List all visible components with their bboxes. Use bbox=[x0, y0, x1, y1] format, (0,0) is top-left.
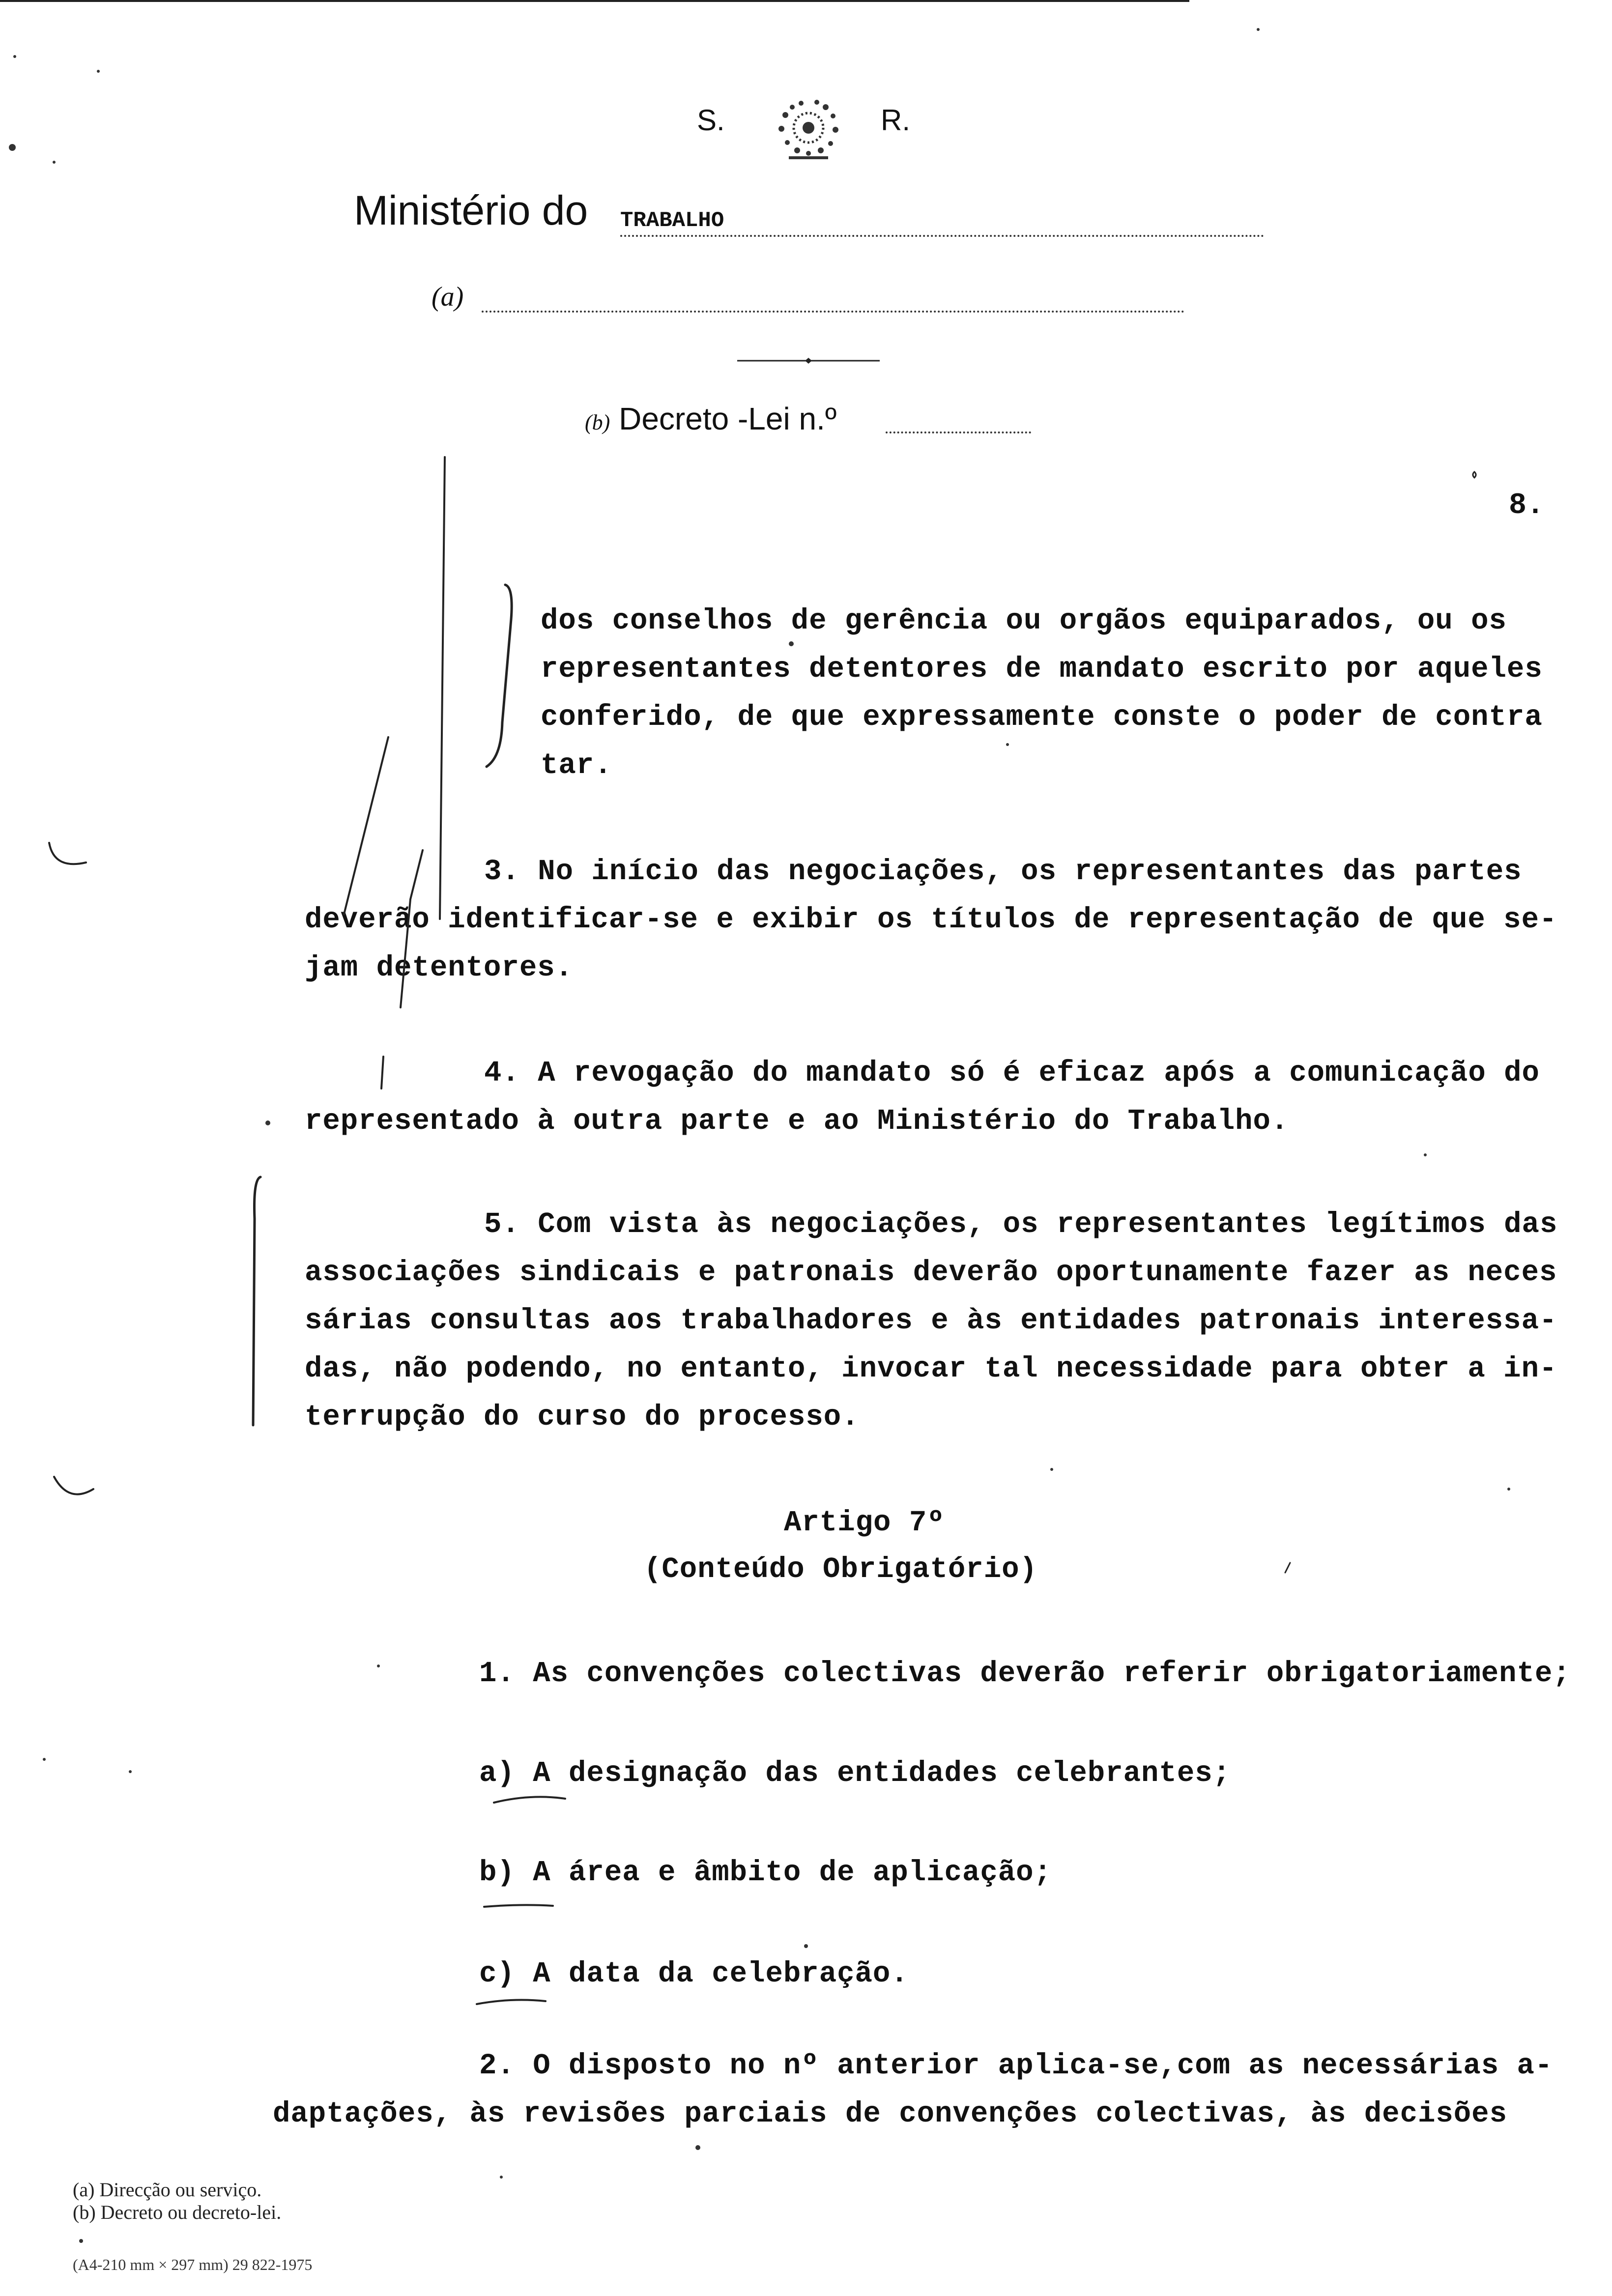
footnote-b: (b) Decreto ou decreto-lei. bbox=[73, 2201, 282, 2223]
para-5-line-1: 5. Com vista às negociações, os representantes legítimos das bbox=[484, 1208, 1558, 1241]
continuation-line-4: tar. bbox=[541, 749, 612, 782]
decree-label: Decreto -Lei n.º bbox=[619, 401, 837, 436]
para-5-line-4: das, não podendo, no entanto, invocar tal necessidade para obter a in- bbox=[305, 1352, 1557, 1385]
ministry-name: TRABALHO bbox=[620, 208, 724, 233]
article-subtitle: (Conteúdo Obrigatório) bbox=[644, 1553, 1037, 1586]
decree-dotted-line bbox=[886, 431, 1031, 433]
page-number: 8. bbox=[1509, 489, 1545, 522]
service-line-marker: (a) bbox=[432, 282, 464, 312]
para-5-line-5: terrupção do curso do processo. bbox=[305, 1401, 860, 1434]
item-1: 1. As convenções colectivas deverão referir obrigatoriamente; bbox=[479, 1657, 1571, 1690]
decree-line bbox=[585, 401, 836, 437]
header-ornament-divider bbox=[737, 358, 880, 364]
ministry-label: Ministério do bbox=[354, 187, 588, 233]
para-5-line-3: sárias consultas aos trabalhadores e às entidades patronais interessa- bbox=[305, 1304, 1557, 1337]
header-s-letter: S. bbox=[697, 104, 725, 137]
item-2-line-1: 2. O disposto no nº anterior aplica-se,com as necessárias a- bbox=[479, 2049, 1553, 2082]
service-dotted-line bbox=[482, 311, 1184, 313]
top-edge-rule bbox=[0, 0, 1189, 2]
footnotes bbox=[73, 2179, 281, 2224]
continuation-line-3: conferido, de que expressamente conste o poder de contra bbox=[541, 701, 1543, 734]
para-3-line-3: jam detentores. bbox=[305, 951, 574, 984]
para-3-line-1: 3. No início das negociações, os representantes das partes bbox=[484, 855, 1522, 888]
para-4-line-2: representado à outra parte e ao Ministério do Trabalho. bbox=[305, 1105, 1289, 1138]
para-5-line-2: associações sindicais e patronais deverão oportunamente fazer as neces bbox=[305, 1256, 1557, 1289]
item-b: b) A área e âmbito de aplicação; bbox=[479, 1856, 1052, 1889]
republic-emblem-icon bbox=[762, 93, 855, 162]
item-a: a) A designação das entidades celebrantes; bbox=[479, 1757, 1231, 1790]
para-3-line-2: deverão identificar-se e exibir os títulos de representação de que se- bbox=[305, 903, 1557, 936]
para-4-line-1: 4. A revogação do mandato só é eficaz após a comunicação do bbox=[484, 1057, 1540, 1090]
footnote-a: (a) Direcção ou serviço. bbox=[73, 2179, 262, 2201]
decree-marker: (b) bbox=[585, 410, 610, 434]
header-r-letter: R. bbox=[881, 104, 910, 137]
ministry-dotted-line bbox=[620, 235, 1264, 237]
item-c: c) A data da celebração. bbox=[479, 1957, 909, 1990]
item-2-line-2: daptações, às revisões parciais de convenções colectivas, às decisões bbox=[273, 2097, 1507, 2130]
continuation-line-2: representantes detentores de mandato escrito por aqueles bbox=[541, 653, 1543, 686]
printer-imprint: (A4-210 mm × 297 mm) 29 822-1975 bbox=[73, 2256, 313, 2273]
article-heading: Artigo 7º bbox=[784, 1506, 945, 1539]
continuation-line-1: dos conselhos de gerência ou orgãos equiparados, ou os bbox=[541, 604, 1507, 637]
